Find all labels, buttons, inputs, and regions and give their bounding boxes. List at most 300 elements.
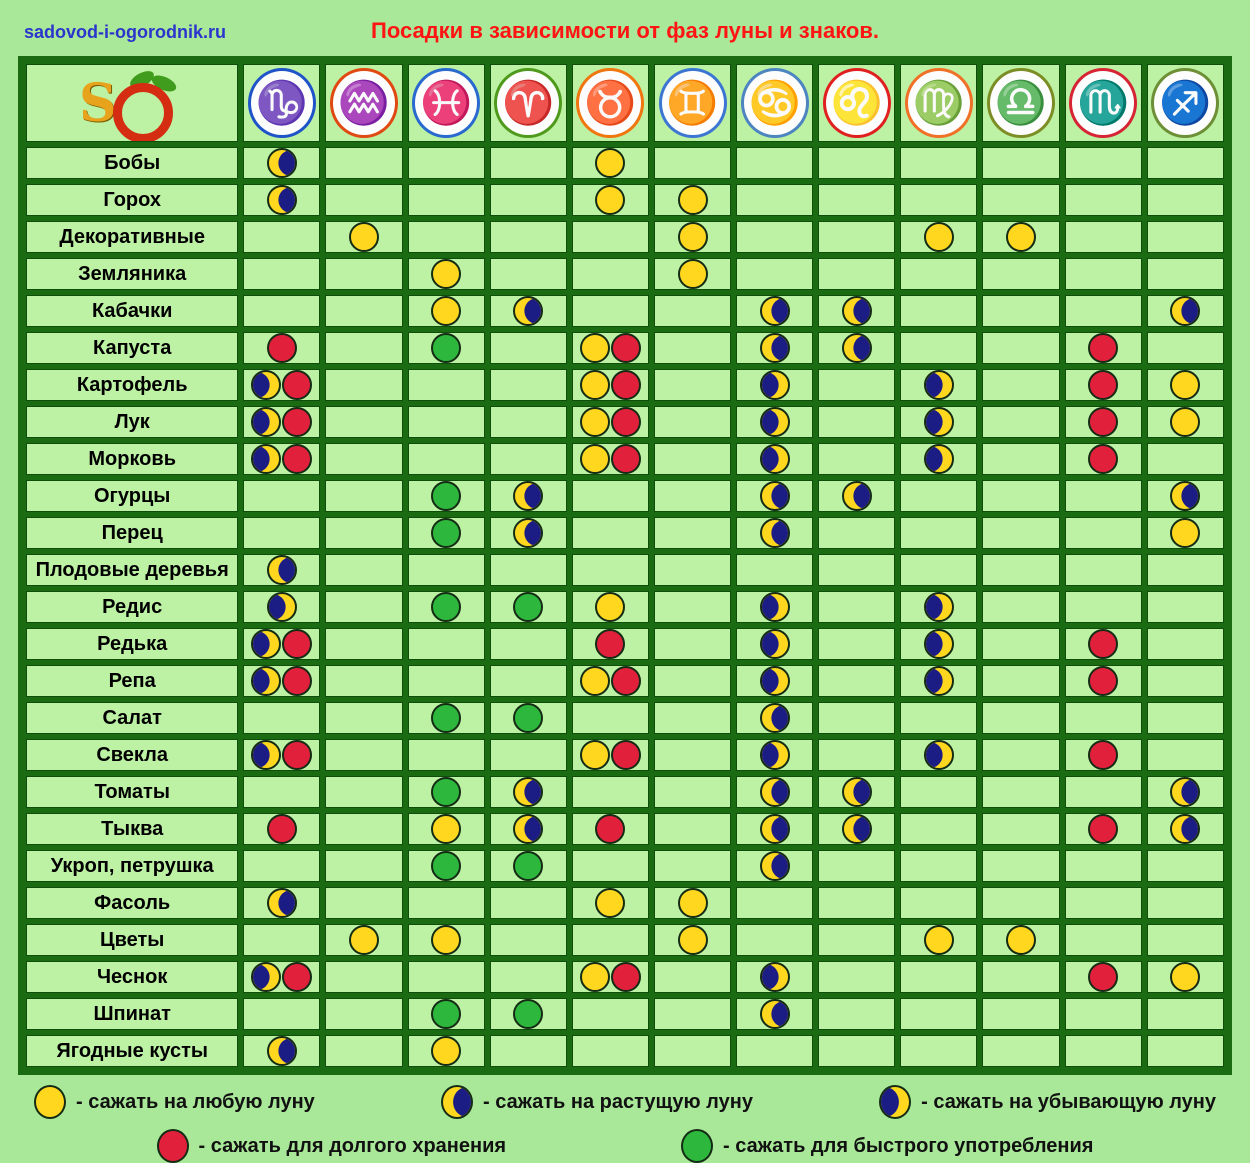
cell-symbols [573, 444, 648, 474]
planting-cell [736, 702, 813, 734]
planting-cell [982, 406, 1059, 438]
planting-cell [736, 961, 813, 993]
planting-cell [243, 184, 320, 216]
planting-cell [490, 739, 567, 771]
any-moon-icon [678, 888, 708, 918]
planting-cell [572, 480, 649, 512]
planting-cell [736, 924, 813, 956]
planting-cell [818, 369, 895, 401]
planting-cell [325, 258, 402, 290]
planting-cell [654, 924, 731, 956]
cell-symbols [409, 259, 484, 289]
planting-cell [325, 628, 402, 660]
planting-cell [572, 924, 649, 956]
gemini-glyph: ♊ [666, 79, 719, 126]
planting-cell [325, 739, 402, 771]
row-label: Земляника [26, 258, 238, 290]
waning-moon-icon [251, 629, 281, 659]
planting-cell [1147, 665, 1224, 697]
planting-cell [408, 332, 485, 364]
planting-cell [654, 480, 731, 512]
any-moon-icon [1170, 407, 1200, 437]
planting-cell [818, 591, 895, 623]
planting-cell [736, 628, 813, 660]
cell-symbols [573, 148, 648, 178]
planting-cell [736, 850, 813, 882]
row-label: Капуста [26, 332, 238, 364]
planting-cell [572, 850, 649, 882]
planting-cell [982, 887, 1059, 919]
quick-use-icon [431, 851, 461, 881]
planting-cell [900, 406, 977, 438]
waxing-moon-icon [513, 296, 543, 326]
planting-cell [1065, 776, 1142, 808]
cell-symbols [901, 925, 976, 955]
planting-cell [572, 295, 649, 327]
planting-cell [736, 739, 813, 771]
row-label: Томаты [26, 776, 238, 808]
cell-symbols [409, 703, 484, 733]
waning-moon-icon [251, 962, 281, 992]
cell-symbols [244, 888, 319, 918]
waning-moon-icon [251, 666, 281, 696]
row-label: Огурцы [26, 480, 238, 512]
waxing-moon-icon [1170, 814, 1200, 844]
cell-symbols [1148, 518, 1223, 548]
cell-symbols [409, 999, 484, 1029]
planting-cell [325, 591, 402, 623]
table-row [26, 813, 1224, 845]
any-moon-icon [580, 444, 610, 474]
planting-cell [1147, 221, 1224, 253]
row-label: Чеснок [26, 961, 238, 993]
planting-cell [408, 480, 485, 512]
planting-cell [490, 665, 567, 697]
planting-cell [900, 369, 977, 401]
waning-moon-icon [879, 1085, 911, 1119]
taurus-glyph: ♉ [584, 79, 637, 126]
planting-cell [900, 591, 977, 623]
cell-symbols [1148, 481, 1223, 511]
quick-use-icon [513, 703, 543, 733]
quick-use-icon [513, 592, 543, 622]
planting-cell [325, 369, 402, 401]
planting-cell [1065, 221, 1142, 253]
cell-symbols [901, 370, 976, 400]
cell-symbols [573, 185, 648, 215]
planting-cell [408, 998, 485, 1030]
any-moon-icon [580, 740, 610, 770]
planting-cell [408, 665, 485, 697]
any-moon-icon [1170, 370, 1200, 400]
planting-cell [243, 332, 320, 364]
any-moon-icon [678, 185, 708, 215]
waxing-moon-icon [1170, 481, 1200, 511]
cell-symbols [1066, 333, 1141, 363]
planting-cell [900, 628, 977, 660]
planting-cell [1147, 776, 1224, 808]
waxing-moon-icon [760, 481, 790, 511]
planting-cell [654, 517, 731, 549]
planting-cell [408, 258, 485, 290]
planting-cell [572, 258, 649, 290]
planting-cell [243, 887, 320, 919]
cell-symbols [1066, 629, 1141, 659]
legend-item-waning-moon [879, 1085, 1216, 1119]
planting-cell [408, 961, 485, 993]
long-storage-icon [282, 740, 312, 770]
table-row [26, 443, 1224, 475]
planting-cell [900, 739, 977, 771]
libra-icon [987, 68, 1055, 138]
pisces-glyph: ♓ [420, 79, 473, 126]
aries-glyph: ♈ [502, 79, 555, 126]
row-label: Перец [26, 517, 238, 549]
row-label: Бобы [26, 147, 238, 179]
waxing-moon-icon [267, 555, 297, 585]
planting-cell [243, 628, 320, 660]
planting-cell [408, 628, 485, 660]
capricorn-glyph: ♑ [255, 79, 309, 126]
cell-symbols [1148, 407, 1223, 437]
planting-cell [900, 258, 977, 290]
table-row [26, 147, 1224, 179]
waning-moon-icon [251, 444, 281, 474]
table-row [26, 406, 1224, 438]
cell-symbols [491, 592, 566, 622]
planting-cell [408, 184, 485, 216]
long-storage-icon [1088, 814, 1118, 844]
waning-moon-icon [251, 740, 281, 770]
planting-cell [982, 184, 1059, 216]
planting-cell [243, 258, 320, 290]
planting-cell [654, 739, 731, 771]
planting-cell [1065, 184, 1142, 216]
planting-cell [900, 147, 977, 179]
planting-cell [408, 517, 485, 549]
planting-cell [572, 332, 649, 364]
any-moon-icon [580, 407, 610, 437]
planting-cell [818, 776, 895, 808]
any-moon-icon [431, 814, 461, 844]
long-storage-icon [1088, 444, 1118, 474]
cell-symbols [573, 888, 648, 918]
long-storage-icon [611, 370, 641, 400]
planting-cell [818, 332, 895, 364]
planting-cell [736, 517, 813, 549]
cell-symbols [573, 333, 648, 363]
planting-cell [736, 591, 813, 623]
cell-symbols [409, 1036, 484, 1066]
table-row [26, 924, 1224, 956]
any-moon-icon [678, 222, 708, 252]
long-storage-icon [282, 629, 312, 659]
zodiac-col-scorpio [1065, 64, 1142, 142]
planting-cell [1147, 332, 1224, 364]
planting-cell [243, 406, 320, 438]
zodiac-col-libra [982, 64, 1059, 142]
page-title: Посадки в зависимости от фаз луны и знаков. [371, 18, 879, 43]
planting-cell [736, 1035, 813, 1067]
cell-symbols [737, 296, 812, 326]
planting-cell [982, 443, 1059, 475]
waning-moon-icon [760, 407, 790, 437]
cell-symbols [737, 703, 812, 733]
planting-cell [818, 406, 895, 438]
planting-cell [572, 406, 649, 438]
cell-symbols [901, 407, 976, 437]
waning-moon-icon [760, 740, 790, 770]
cell-symbols [244, 333, 319, 363]
cell-symbols [655, 259, 730, 289]
cell-symbols [983, 925, 1058, 955]
cell-symbols [901, 629, 976, 659]
planting-cell [1065, 295, 1142, 327]
any-moon-icon [431, 296, 461, 326]
planting-cell [818, 517, 895, 549]
planting-cell [490, 776, 567, 808]
planting-cell [900, 961, 977, 993]
any-moon-icon [580, 370, 610, 400]
waning-moon-icon [924, 740, 954, 770]
any-moon-icon [349, 925, 379, 955]
site-logo [67, 71, 187, 135]
waxing-moon-icon [513, 481, 543, 511]
planting-cell [1147, 924, 1224, 956]
any-moon-icon [580, 666, 610, 696]
table-row [26, 517, 1224, 549]
planting-cell [408, 702, 485, 734]
planting-cell [243, 702, 320, 734]
waxing-moon-icon [267, 148, 297, 178]
cell-symbols [573, 407, 648, 437]
cell-symbols [901, 592, 976, 622]
planting-cell [408, 1035, 485, 1067]
planting-cell [736, 184, 813, 216]
row-label: Горох [26, 184, 238, 216]
cell-symbols [1066, 740, 1141, 770]
quick-use-icon [681, 1129, 713, 1163]
planting-cell [900, 665, 977, 697]
cell-symbols [737, 851, 812, 881]
cell-symbols [491, 296, 566, 326]
planting-cell [408, 554, 485, 586]
planting-cell [1147, 887, 1224, 919]
any-moon-icon [595, 185, 625, 215]
planting-cell [654, 332, 731, 364]
planting-cell [982, 776, 1059, 808]
planting-cell [736, 221, 813, 253]
planting-cell [736, 295, 813, 327]
planting-cell [818, 887, 895, 919]
planting-cell [1147, 628, 1224, 660]
waxing-moon-icon [267, 185, 297, 215]
any-moon-icon [1006, 925, 1036, 955]
planting-cell [243, 850, 320, 882]
planting-cell [654, 295, 731, 327]
any-moon-icon [431, 925, 461, 955]
planting-cell [490, 813, 567, 845]
planting-cell [1065, 739, 1142, 771]
planting-cell [325, 443, 402, 475]
cell-symbols [1148, 814, 1223, 844]
cell-symbols [737, 740, 812, 770]
table-row [26, 739, 1224, 771]
any-moon-icon [1170, 962, 1200, 992]
scorpio-glyph: ♏ [1077, 79, 1130, 126]
planting-cell [490, 480, 567, 512]
long-storage-icon [611, 444, 641, 474]
planting-cell [982, 702, 1059, 734]
cell-symbols [491, 851, 566, 881]
planting-cell [1065, 924, 1142, 956]
cell-symbols [326, 925, 401, 955]
cell-symbols [1066, 370, 1141, 400]
cell-symbols [737, 481, 812, 511]
planting-cell [1147, 961, 1224, 993]
planting-cell [982, 332, 1059, 364]
planting-cell [490, 1035, 567, 1067]
taurus-icon [576, 68, 644, 138]
cell-symbols [1066, 407, 1141, 437]
cell-symbols [409, 481, 484, 511]
planting-cell [818, 295, 895, 327]
table-row [26, 332, 1224, 364]
planting-cell [572, 221, 649, 253]
planting-cell [1065, 517, 1142, 549]
row-label: Редька [26, 628, 238, 660]
row-label: Цветы [26, 924, 238, 956]
planting-cell [1147, 184, 1224, 216]
any-moon-icon [1006, 222, 1036, 252]
planting-cell [243, 776, 320, 808]
row-label: Салат [26, 702, 238, 734]
logo-letter: S [79, 73, 117, 134]
long-storage-icon [267, 333, 297, 363]
cell-symbols [901, 666, 976, 696]
legend-line-2 [34, 1129, 1216, 1163]
quick-use-icon [431, 481, 461, 511]
cell-symbols [819, 777, 894, 807]
cell-symbols [573, 592, 648, 622]
waning-moon-icon [760, 444, 790, 474]
planting-cell [818, 480, 895, 512]
waning-moon-icon [924, 444, 954, 474]
planting-cell [818, 147, 895, 179]
zodiac-col-cancer [736, 64, 813, 142]
planting-cell [736, 443, 813, 475]
planting-cell [243, 665, 320, 697]
cell-symbols [737, 444, 812, 474]
planting-cell [490, 406, 567, 438]
cell-symbols [737, 407, 812, 437]
planting-cell [1147, 739, 1224, 771]
cell-symbols [409, 296, 484, 326]
planting-cell [243, 1035, 320, 1067]
waxing-moon-icon [1170, 777, 1200, 807]
cell-symbols [491, 481, 566, 511]
planting-cell [243, 147, 320, 179]
planting-cell [900, 776, 977, 808]
planting-cell [490, 887, 567, 919]
planting-cell [490, 998, 567, 1030]
zodiac-header-row [26, 64, 1224, 142]
waning-moon-icon [924, 592, 954, 622]
row-label: Декоративные [26, 221, 238, 253]
planting-cell [818, 739, 895, 771]
cell-symbols [244, 629, 319, 659]
planting-cell [408, 591, 485, 623]
planting-cell [408, 295, 485, 327]
planting-cell [1147, 998, 1224, 1030]
planting-cell [654, 887, 731, 919]
planting-cell [572, 628, 649, 660]
long-storage-icon [282, 370, 312, 400]
quick-use-icon [431, 518, 461, 548]
virgo-glyph: ♍ [912, 79, 966, 126]
long-storage-icon [1088, 962, 1118, 992]
cell-symbols [1066, 962, 1141, 992]
any-moon-icon [595, 148, 625, 178]
table-row [26, 850, 1224, 882]
cell-symbols [737, 333, 812, 363]
cell-symbols [1066, 666, 1141, 696]
planting-cell [490, 295, 567, 327]
planting-cell [1147, 850, 1224, 882]
planting-cell [818, 961, 895, 993]
cell-symbols [244, 666, 319, 696]
cancer-glyph: ♋ [748, 79, 801, 126]
planting-cell [1065, 665, 1142, 697]
planting-cell [1065, 369, 1142, 401]
planting-cell [736, 554, 813, 586]
planting-cell [490, 443, 567, 475]
waxing-moon-icon [267, 1036, 297, 1066]
planting-cell [900, 887, 977, 919]
planting-cell [654, 406, 731, 438]
planting-table-wrap [18, 56, 1232, 1075]
waxing-moon-icon [513, 518, 543, 548]
any-moon-icon [1170, 518, 1200, 548]
zodiac-col-sagittarius [1147, 64, 1224, 142]
row-label: Свекла [26, 739, 238, 771]
planting-cell [1147, 258, 1224, 290]
planting-cell [325, 332, 402, 364]
waxing-moon-icon [760, 777, 790, 807]
cell-symbols [573, 666, 648, 696]
planting-cell [736, 258, 813, 290]
quick-use-icon [431, 333, 461, 363]
planting-cell [982, 1035, 1059, 1067]
planting-cell [654, 147, 731, 179]
table-row [26, 887, 1224, 919]
planting-cell [654, 813, 731, 845]
planting-cell [900, 332, 977, 364]
zodiac-col-aquarius [325, 64, 402, 142]
planting-cell [1065, 998, 1142, 1030]
cell-symbols [409, 592, 484, 622]
planting-cell [490, 850, 567, 882]
cell-symbols [573, 814, 648, 844]
planting-cell [408, 369, 485, 401]
planting-cell [982, 147, 1059, 179]
site-watermark[interactable]: sadovod-i-ogorodnik.ru [24, 22, 226, 42]
waxing-moon-icon [760, 814, 790, 844]
long-storage-icon [611, 740, 641, 770]
planting-cell [243, 924, 320, 956]
planting-cell [654, 443, 731, 475]
cell-symbols [409, 518, 484, 548]
